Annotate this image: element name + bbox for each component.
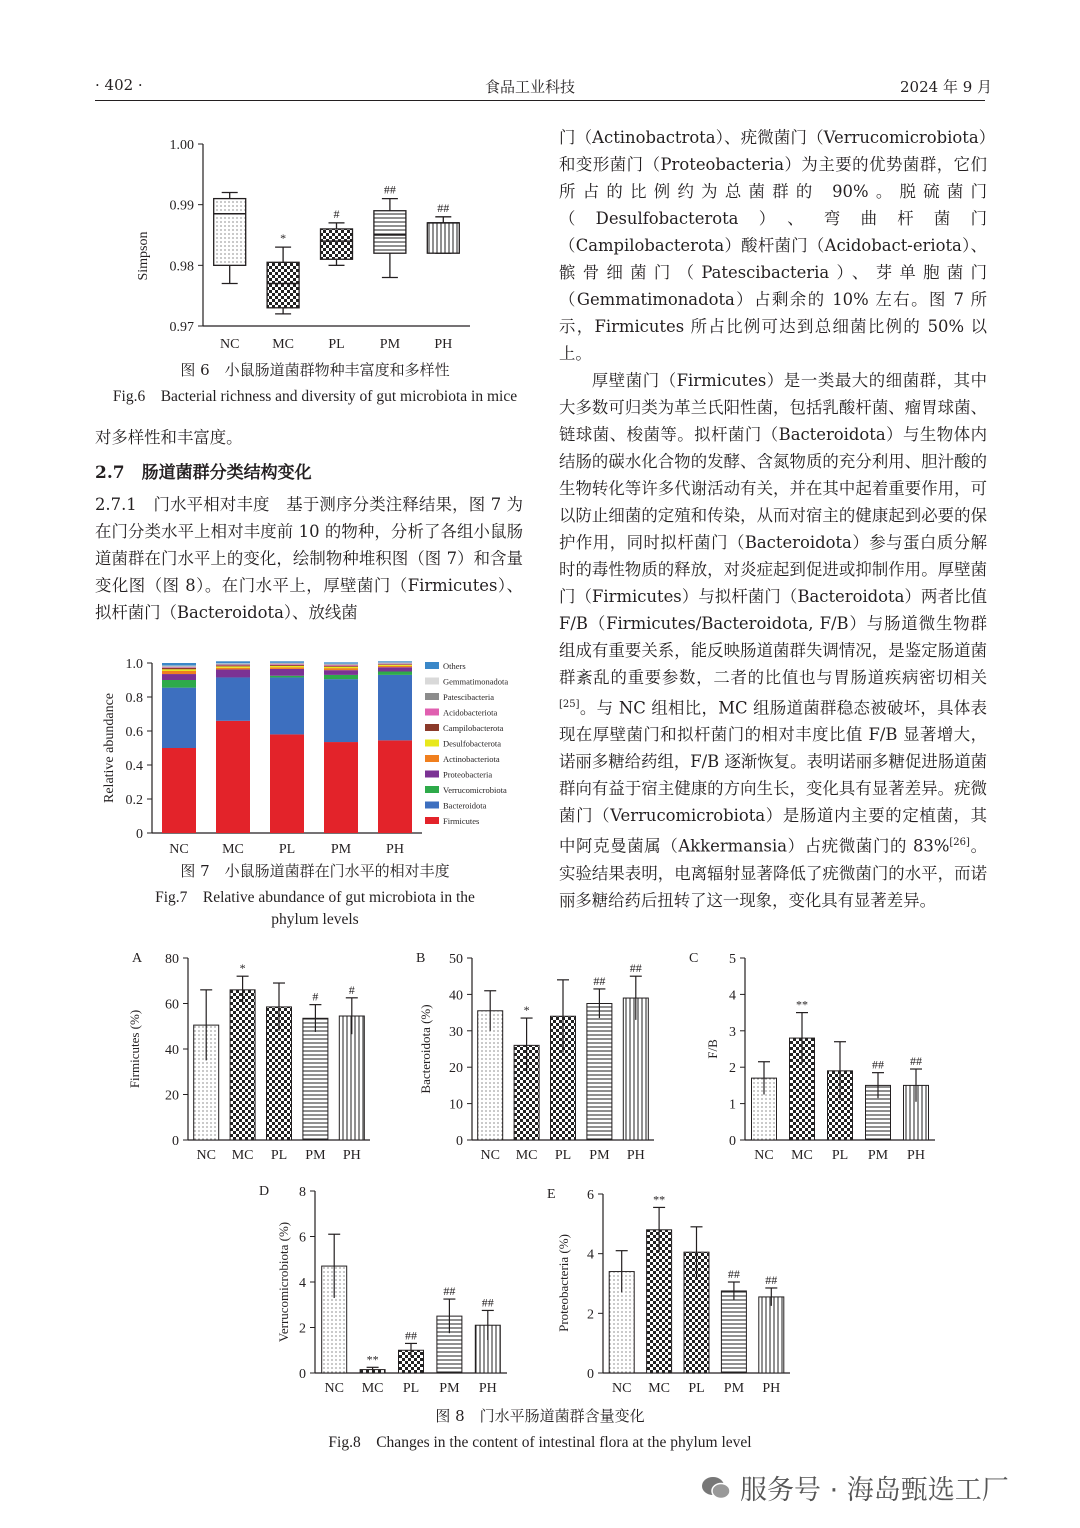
fig8-ytick-label: 0 — [587, 1367, 594, 1382]
fig8-xtick-label: PH — [762, 1381, 781, 1396]
fig8-xtick-label: NC — [324, 1381, 344, 1396]
fig8-xtick-label: PL — [402, 1381, 420, 1396]
fig8-significance-mark: ## — [481, 1295, 494, 1310]
fig8-ytick-label: 40 — [165, 1043, 179, 1058]
fig8-ylabel: F/B — [705, 1039, 720, 1059]
fig6-ytick-label: 0.97 — [169, 320, 194, 335]
fig7-bar-segment — [378, 675, 412, 740]
fig8-ytick-label: 2 — [299, 1321, 306, 1337]
fig7-legend-swatch — [425, 709, 439, 716]
fig8-xtick-label: PM — [439, 1381, 460, 1396]
fig8-xtick-label: PH — [478, 1381, 497, 1396]
fig7-bar-segment — [162, 748, 196, 833]
fig7-bar-segment — [378, 662, 412, 663]
fig7-legend-swatch — [425, 724, 439, 731]
fig8-bar — [759, 1297, 784, 1373]
fig8-bar — [230, 990, 255, 1140]
fig8-bar — [339, 1016, 364, 1140]
fig6-caption-cn: 图 6 小鼠肠道菌群物种丰富度和多样性 — [180, 361, 450, 379]
fig8-xtick-label: PH — [342, 1148, 361, 1163]
fig6-xtick-label: MC — [272, 337, 294, 352]
fig8-significance-mark: ## — [443, 1284, 456, 1299]
fig8-ytick-label: 60 — [165, 997, 179, 1013]
fig7-bar-segment — [324, 668, 358, 670]
fig7-ytick-label: 0 — [136, 827, 143, 842]
fig7-xtick-label: PH — [386, 842, 404, 857]
fig8-ytick-label: 5 — [729, 952, 736, 967]
fig8-xtick-label: MC — [648, 1381, 670, 1396]
fig8-ytick-label: 30 — [449, 1024, 463, 1040]
fig7-bar-segment — [324, 742, 358, 833]
watermark-text: 服务号 · 海岛甄选工厂 — [740, 1475, 1009, 1506]
fig8-significance-mark: ** — [366, 1352, 379, 1367]
fig8-xtick-label: NC — [754, 1148, 774, 1163]
fig7-bar-segment — [324, 675, 358, 679]
fig7-bar-segment — [324, 662, 358, 663]
fig7-bar-segment — [162, 669, 196, 671]
fig6-xtick-label: PL — [328, 337, 345, 352]
fig8-ytick-label: 50 — [449, 952, 463, 967]
fig8-ylabel: Firmicutes (%) — [127, 1009, 142, 1089]
fig8-ylabel: Proteobacteria (%) — [556, 1234, 571, 1332]
fig7-legend-label: Desulfobacterota — [443, 738, 502, 749]
fig7-bar-segment — [216, 665, 250, 666]
fig7-bar-segment — [270, 665, 304, 666]
fig8-significance-mark: ## — [765, 1272, 778, 1287]
fig7-bar-segment — [162, 666, 196, 667]
fig7-bar-segment — [378, 665, 412, 666]
fig8-xtick-label: NC — [611, 1381, 632, 1396]
fig8-ylabel: Verrucomicrobiota (%) — [276, 1221, 291, 1343]
fig8-significance-mark: ## — [727, 1267, 740, 1282]
fig7-ytick-label: 1.0 — [125, 657, 143, 672]
fig7-bar-segment — [270, 676, 304, 678]
fig8-xtick-label: PL — [831, 1148, 849, 1163]
fig8-panel-a — [125, 945, 375, 1175]
fig6-box — [321, 229, 353, 259]
fig7-bar-segment — [324, 664, 358, 665]
fig8-panel-letter: D — [259, 1184, 270, 1199]
fig7-bar-segment — [378, 666, 412, 667]
fig7-bar-segment — [378, 664, 412, 665]
fig8-xtick-label: PM — [305, 1148, 326, 1163]
right-paragraph-2 — [559, 367, 987, 914]
fig7-bar-segment — [378, 672, 412, 675]
fig6-xtick-label: PH — [434, 337, 453, 352]
fig7-bar-segment — [270, 663, 304, 664]
fig6-ytick-label: 0.98 — [169, 259, 194, 275]
fig7-bar-segment — [216, 668, 250, 670]
fig8-ylabel: Bacteroidota (%) — [418, 1004, 433, 1094]
right-paragraph-1: 门（Actinobactrota）、疣微菌门（Verrucomicrobiota）和变形菌门（Proteobacteria）为主要的优势菌群，它们所占的比例约为总菌群的 90%。脱硫菌门（Desulfobacterota）、弯曲杆菌门（Campilobacterota）酸杆菌门（Acidobact-eriota）、髌骨细菌门（Patescibacteria）、芽单胞菌门（Gemmatimonadota）占剩余的 10% 左右。图 7 所示，Firmicutes 所占比例可达到总细菌比例的 50% 以上。 — [559, 128, 987, 363]
fig7-bar-segment — [378, 663, 412, 664]
fig8-panel-letter: A — [132, 951, 143, 966]
fig7-ytick-label: 0.6 — [125, 725, 143, 740]
fig8-panel-letter: B — [416, 951, 426, 966]
fig8-bar — [303, 1018, 328, 1140]
fig6-box — [267, 262, 299, 308]
fig6-significance-mark: ## — [437, 200, 450, 215]
watermark — [700, 1468, 1009, 1507]
fig7-ytick-label: 0.4 — [125, 759, 143, 774]
fig7-legend-label: Patescibacteria — [443, 692, 494, 702]
fig7-bar-segment — [324, 670, 358, 675]
page-number: · 402 · — [95, 76, 143, 94]
fig8-caption-en: Fig.8 Changes in the content of intestinal flora at the phylum level — [328, 1434, 752, 1451]
fig8-panel-letter: E — [547, 1187, 556, 1202]
fig8-caption-cn: 图 8 门水平肠道菌群含量变化 — [435, 1407, 645, 1425]
fig7-xtick-label: PL — [278, 842, 296, 857]
fig7-bar-segment — [270, 664, 304, 665]
fig7-xtick-label: MC — [222, 842, 244, 857]
fig8-ytick-label: 20 — [165, 1088, 179, 1104]
fig7-bar-segment — [216, 669, 250, 677]
fig8-ytick-label: 0 — [299, 1367, 306, 1382]
fig7-caption-cn: 图 7 小鼠肠道菌群在门水平的相对丰度 — [180, 862, 450, 880]
fig7-legend-label: Gemmatimonadota — [443, 676, 509, 687]
fig7-legend-label: Proteobacteria — [443, 769, 493, 780]
ref-25: [25] — [559, 699, 580, 710]
fig7-legend-label: Acidobacteriota — [443, 707, 498, 718]
fig7-bar-segment — [270, 669, 304, 676]
right-paragraph-2a: 厚壁菌门（Firmicutes）是一类最大的细菌群，其中大多数可归类为革兰氏阳性菌，包括乳酸杆菌、瘤胃球菌、链球菌、梭菌等。拟杆菌门（Bacteroidota）与生物体内结肠的碳水化合物的发酵、含氮物质的充分利用、胆汁酸的生物转化等许多代谢活动有关，并在其中起着重要作用，可以防止细菌的定殖和传染，从而对宿主的健康起到必要的保护作用，同时拟杆菌门（Bacteroidota）参与蛋白质分解时的毒性物质的释放，对炎症起到促进或抑制作用。厚壁菌门（Firmicutes）与拟杆菌门（Bacteroidota）两者比值 F/B（Firmicutes/Bacteroidota, F/B）与肠道微生物群组成有重要关系，能反映肠道菌群失调情况，是鉴定肠道菌群紊乱的重要参数，二者的比值也与胃肠道疾病密切相关 — [559, 371, 987, 687]
fig7-bar-segment — [216, 666, 250, 667]
fig8-ytick-label: 8 — [299, 1185, 306, 1200]
fig7-bar-segment — [270, 667, 304, 669]
fig7-legend-label: Firmicutes — [443, 816, 480, 826]
fig6-ytick-label: 0.99 — [169, 198, 194, 214]
fig8-xtick-label: PL — [554, 1148, 572, 1163]
fig7-legend-swatch — [425, 817, 439, 824]
fig7-bar-segment — [378, 661, 412, 662]
fig7-bar-segment — [162, 667, 196, 668]
fig7-bar-segment — [378, 740, 412, 833]
fig7-bar-segment — [324, 666, 358, 667]
fig7-legend-swatch — [425, 802, 439, 809]
fig6-significance-mark: * — [280, 231, 287, 246]
fig8-ytick-label: 4 — [587, 1247, 594, 1263]
fig8-xtick-label: PH — [907, 1148, 925, 1163]
fig8-significance-mark: ## — [593, 973, 606, 988]
ref-26: [26] — [949, 837, 970, 849]
fig6-box — [214, 199, 246, 266]
fig7-legend-swatch — [425, 755, 439, 762]
fig6-significance-mark: ## — [383, 182, 396, 197]
fig7-legend-swatch — [425, 740, 439, 747]
fig7-xtick-label: PM — [330, 842, 352, 857]
fig7-legend-swatch — [425, 786, 439, 793]
fig6-ytick-label: 1.00 — [169, 138, 194, 153]
fig6-ylabel: Simpson — [136, 231, 151, 281]
fig8-xtick-label: MC — [361, 1381, 384, 1396]
fig6-box — [374, 211, 406, 253]
fig7-ytick-label: 0.2 — [125, 793, 143, 808]
fig8-panel-b — [412, 945, 672, 1175]
fig7-ytick-label: 0.8 — [125, 691, 143, 706]
fig8-significance-mark: ## — [629, 961, 642, 976]
fig6-box — [427, 223, 459, 253]
fig7-bar-segment — [216, 661, 250, 663]
fig7-legend-swatch — [425, 662, 439, 669]
fig8-significance-mark: ** — [653, 1192, 666, 1207]
fig7-legend-label: Campilobacterota — [443, 723, 504, 733]
fig8-ytick-label: 0 — [456, 1134, 463, 1149]
fig8-bar — [721, 1291, 746, 1373]
fig8-ytick-label: 1 — [729, 1097, 736, 1113]
fig7-bar-segment — [270, 664, 304, 665]
fig8-xtick-label: PM — [723, 1381, 745, 1396]
fig7-bar-segment — [324, 667, 358, 668]
wechat-icon — [700, 1474, 732, 1502]
fig7-bar-segment — [216, 663, 250, 664]
fig8-xtick-label: PM — [867, 1148, 889, 1163]
fig7-bar-segment — [162, 680, 196, 688]
fig8-panel-e — [548, 1178, 798, 1403]
fig8-xtick-label: MC — [231, 1148, 254, 1163]
fig7-bar-segment — [216, 721, 250, 833]
fig8-significance-mark: ## — [910, 1054, 922, 1069]
fig8-xtick-label: PH — [626, 1148, 645, 1163]
fig7-bar-segment — [162, 674, 196, 680]
fig7-legend-label: Actinobacteriota — [443, 754, 500, 764]
fig7-bar-segment — [162, 667, 196, 668]
fig7-bar-segment — [162, 688, 196, 748]
issue-date: 2024 年 9 月 — [900, 78, 993, 96]
fig7-legend-label: Others — [443, 661, 466, 671]
fig7-caption-en-2: phylum levels — [271, 911, 359, 928]
fig7-legend-label: Verrucomicrobiota — [443, 785, 507, 795]
fig8-ytick-label: 20 — [449, 1061, 463, 1077]
fig8-ytick-label: 4 — [299, 1276, 306, 1291]
fig8-ytick-label: 0 — [172, 1134, 179, 1149]
fig7-bar-segment — [270, 661, 304, 663]
fig7-xtick-label: NC — [169, 842, 189, 857]
fig6-chart — [95, 128, 535, 360]
fig7-legend-swatch — [425, 771, 439, 778]
fig8-significance-mark: ** — [796, 997, 808, 1012]
fig8-xtick-label: PL — [270, 1148, 288, 1163]
fig8-bar — [587, 1004, 612, 1141]
fig7-caption-en-1: Fig.7 Relative abundance of gut microbiota in the — [155, 889, 475, 906]
fig8-panel-d — [259, 1178, 520, 1403]
fig7-bar-segment — [324, 664, 358, 665]
fig7-legend-label: Bacteroidota — [443, 800, 487, 811]
right-paragraph-2c: 。实验结果表明，电离辐射显著降低了疣微菌门的水平，而诺丽多糖给药后扭转了这一现象，变化具有显著差异。 — [559, 836, 987, 910]
fig6-xtick-label: PM — [379, 337, 401, 352]
fig7-bar-segment — [162, 668, 196, 669]
fig8-ytick-label: 2 — [587, 1307, 594, 1323]
fig8-significance-mark: * — [523, 1003, 530, 1018]
fig8-xtick-label: MC — [791, 1148, 813, 1163]
fig7-bar-segment — [324, 679, 358, 742]
fig8-ytick-label: 4 — [729, 988, 736, 1004]
fig7-bar-segment — [270, 677, 304, 734]
right-column-text — [559, 124, 987, 914]
fig8-ytick-label: 6 — [587, 1188, 594, 1203]
left-line1: 对多样性和丰富度。 — [95, 428, 243, 447]
fig8-ytick-label: 3 — [729, 1024, 736, 1040]
fig8-significance-mark: * — [239, 961, 246, 976]
fig7-bar-segment — [162, 671, 196, 674]
fig7-legend-swatch — [425, 678, 439, 685]
fig8-significance-mark: ## — [872, 1057, 884, 1072]
right-paragraph-2b: 。与 NC 组相比，MC 组肠道菌群稳态被破坏，具体表现在厚壁菌门和拟杆菌门的相对丰度比值 F/B 显著增大，诺丽多糖给药组，F/B 逐渐恢复。表明诺丽多糖促进肠道菌群向有益于宿主健康的方向生长，变化具有显著差异。疣微菌门（Verrucomicrobiota）是肠道内主要的定植菌，其中阿克曼菌属（Akkermansia）占疣微菌门的 83% — [559, 698, 987, 856]
fig7-bar-segment — [162, 663, 196, 666]
fig7-bar-segment — [216, 664, 250, 665]
fig8-ytick-label: 0 — [729, 1134, 736, 1149]
fig6-significance-mark: # — [333, 206, 340, 221]
fig7-ylabel: Relative abundance — [102, 692, 117, 804]
fig8-xtick-label: PL — [688, 1381, 705, 1396]
fig8-ytick-label: 6 — [299, 1230, 306, 1246]
fig8-xtick-label: NC — [196, 1148, 216, 1163]
section-title: 2.7 肠道菌群分类结构变化 — [95, 463, 312, 483]
fig8-panel-c — [689, 945, 950, 1175]
left-paragraph: 2.7.1 门水平相对丰度 基于测序分类注释结果，图 7 为在门分类水平上相对丰度前 10 的物种，分析了各组小鼠肠道菌群在门水平上的变化，绘制物种堆积图（图 7）和含量变化图（图 8）。在门水平上，厚壁菌门（Firmicutes）、拟杆菌门（Bacteroidota）、放线菌 — [95, 495, 523, 622]
fig7-bar-segment — [270, 734, 304, 833]
fig7-legend-swatch — [425, 693, 439, 700]
fig8-xtick-label: MC — [515, 1148, 538, 1163]
fig8-ytick-label: 80 — [165, 952, 179, 967]
fig8-ytick-label: 10 — [449, 1097, 463, 1113]
fig7-bar-segment — [378, 664, 412, 665]
fig6-caption-en: Fig.6 Bacterial richness and diversity of gut microbiota in mice — [112, 388, 518, 405]
fig8-significance-mark: # — [312, 989, 319, 1004]
fig7-bar-segment — [216, 665, 250, 666]
fig7-chart — [95, 650, 535, 860]
fig8-significance-mark: # — [348, 982, 355, 997]
fig8-xtick-label: NC — [480, 1148, 500, 1163]
fig7-bar-segment — [324, 665, 358, 666]
fig8-ytick-label: 2 — [729, 1061, 736, 1077]
fig8-significance-mark: ## — [405, 1328, 417, 1343]
fig6-xtick-label: NC — [219, 337, 240, 352]
fig7-bar-segment — [378, 667, 412, 671]
header-rule — [95, 100, 985, 101]
fig8-ytick-label: 40 — [449, 988, 463, 1004]
journal-name: 食品工业科技 — [485, 78, 576, 96]
fig8-xtick-label: PM — [589, 1148, 610, 1163]
fig7-bar-segment — [216, 677, 250, 720]
fig8-panel-letter: C — [689, 951, 699, 966]
fig7-bar-segment — [270, 666, 304, 667]
